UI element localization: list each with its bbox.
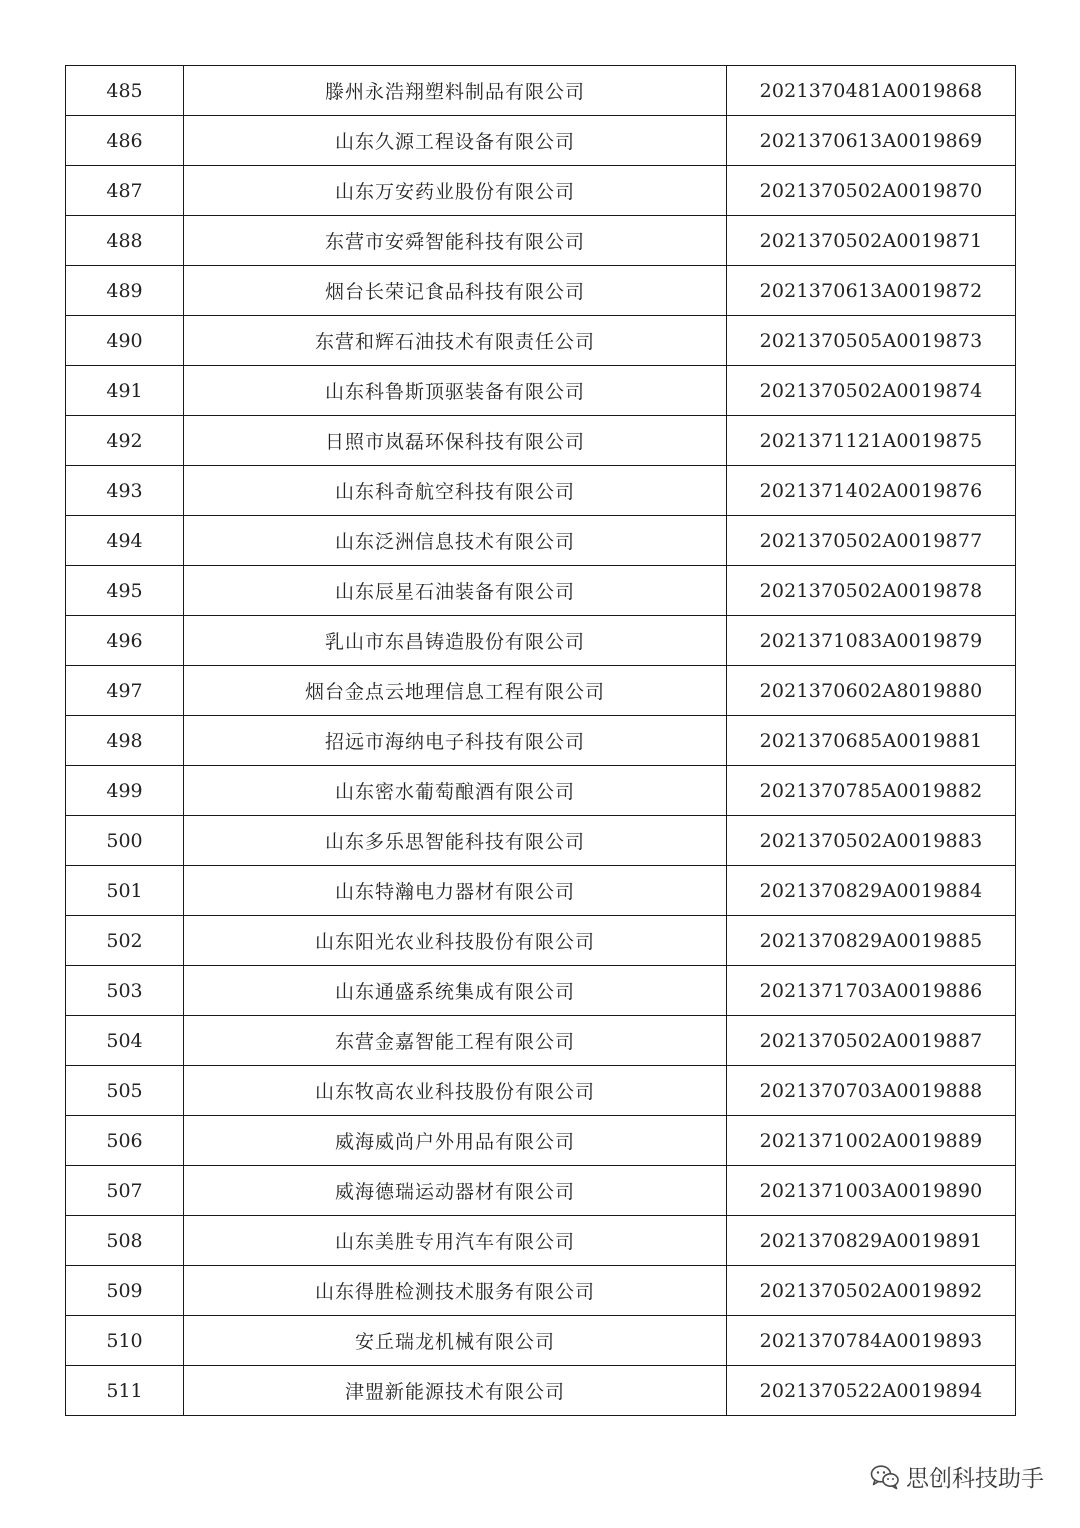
table-row [66, 1316, 1016, 1366]
registration-code: 2021370502A0019877 [727, 516, 1016, 566]
registration-code: 2021370685A0019881 [727, 716, 1016, 766]
company-name: 山东辰星石油装备有限公司 [184, 566, 727, 616]
registration-code: 2021370829A0019891 [727, 1216, 1016, 1266]
company-name: 山东万安药业股份有限公司 [184, 166, 727, 216]
table-row [66, 566, 1016, 616]
row-number: 492 [66, 416, 184, 466]
table-row [66, 466, 1016, 516]
registration-code: 2021370502A0019887 [727, 1016, 1016, 1066]
row-number: 497 [66, 666, 184, 716]
table-row [66, 316, 1016, 366]
table-row [66, 866, 1016, 916]
row-number: 508 [66, 1216, 184, 1266]
registration-code: 2021370613A0019872 [727, 266, 1016, 316]
row-number: 496 [66, 616, 184, 666]
table-row [66, 916, 1016, 966]
table-row [66, 366, 1016, 416]
row-number: 494 [66, 516, 184, 566]
row-number: 511 [66, 1366, 184, 1416]
row-number: 485 [66, 66, 184, 116]
company-name: 威海德瑞运动器材有限公司 [184, 1166, 727, 1216]
row-number: 502 [66, 916, 184, 966]
row-number: 510 [66, 1316, 184, 1366]
enterprise-registry-table [65, 65, 1016, 1416]
company-name: 山东阳光农业科技股份有限公司 [184, 916, 727, 966]
company-name: 滕州永浩翔塑料制品有限公司 [184, 66, 727, 116]
company-name: 山东密水葡萄酿酒有限公司 [184, 766, 727, 816]
row-number: 505 [66, 1066, 184, 1116]
company-name: 烟台金点云地理信息工程有限公司 [184, 666, 727, 716]
table-row [66, 666, 1016, 716]
row-number: 500 [66, 816, 184, 866]
table-row [66, 1166, 1016, 1216]
row-number: 489 [66, 266, 184, 316]
registration-code: 2021370502A0019871 [727, 216, 1016, 266]
registration-code: 2021370505A0019873 [727, 316, 1016, 366]
company-name: 东营金嘉智能工程有限公司 [184, 1016, 727, 1066]
company-name: 山东多乐思智能科技有限公司 [184, 816, 727, 866]
table-row [66, 1016, 1016, 1066]
company-name: 山东通盛系统集成有限公司 [184, 966, 727, 1016]
registration-code: 2021370602A8019880 [727, 666, 1016, 716]
registration-code: 2021371703A0019886 [727, 966, 1016, 1016]
registration-code: 2021370502A0019878 [727, 566, 1016, 616]
company-name: 日照市岚磊环保科技有限公司 [184, 416, 727, 466]
table-row [66, 166, 1016, 216]
company-name: 津盟新能源技术有限公司 [184, 1366, 727, 1416]
registration-code: 2021370502A0019892 [727, 1266, 1016, 1316]
registration-code: 2021371003A0019890 [727, 1166, 1016, 1216]
row-number: 498 [66, 716, 184, 766]
company-name: 山东泛洲信息技术有限公司 [184, 516, 727, 566]
company-name: 山东科奇航空科技有限公司 [184, 466, 727, 516]
table-row [66, 116, 1016, 166]
company-name: 烟台长荣记食品科技有限公司 [184, 266, 727, 316]
row-number: 491 [66, 366, 184, 416]
registration-code: 2021371402A0019876 [727, 466, 1016, 516]
table-row [66, 516, 1016, 566]
table-row [66, 1116, 1016, 1166]
table-row [66, 416, 1016, 466]
company-name: 威海威尚户外用品有限公司 [184, 1116, 727, 1166]
row-number: 493 [66, 466, 184, 516]
table-row [66, 216, 1016, 266]
company-name: 山东美胜专用汽车有限公司 [184, 1216, 727, 1266]
registration-code: 2021370829A0019885 [727, 916, 1016, 966]
table-row [66, 816, 1016, 866]
company-name: 东营市安舜智能科技有限公司 [184, 216, 727, 266]
company-name: 山东牧高农业科技股份有限公司 [184, 1066, 727, 1116]
table-row [66, 1066, 1016, 1116]
table-row [66, 66, 1016, 116]
registration-code: 2021371121A0019875 [727, 416, 1016, 466]
watermark [870, 1460, 1044, 1493]
table-row [66, 616, 1016, 666]
table-row [66, 716, 1016, 766]
registration-code: 2021371002A0019889 [727, 1116, 1016, 1166]
row-number: 486 [66, 116, 184, 166]
registration-code: 2021370829A0019884 [727, 866, 1016, 916]
company-name: 山东科鲁斯顶驱装备有限公司 [184, 366, 727, 416]
row-number: 507 [66, 1166, 184, 1216]
registration-code: 2021370785A0019882 [727, 766, 1016, 816]
table-row [66, 766, 1016, 816]
table-row [66, 966, 1016, 1016]
row-number: 509 [66, 1266, 184, 1316]
registration-code: 2021370784A0019893 [727, 1316, 1016, 1366]
company-name: 山东得胜检测技术服务有限公司 [184, 1266, 727, 1316]
wechat-icon [870, 1464, 900, 1490]
table-body [66, 66, 1016, 1416]
row-number: 490 [66, 316, 184, 366]
row-number: 503 [66, 966, 184, 1016]
row-number: 488 [66, 216, 184, 266]
registration-code: 2021370481A0019868 [727, 66, 1016, 116]
watermark-label: 思创科技助手 [906, 1466, 1044, 1492]
table-row [66, 266, 1016, 316]
registration-code: 2021370613A0019869 [727, 116, 1016, 166]
registration-code: 2021370502A0019870 [727, 166, 1016, 216]
row-number: 499 [66, 766, 184, 816]
row-number: 504 [66, 1016, 184, 1066]
company-name: 东营和辉石油技术有限责任公司 [184, 316, 727, 366]
registration-code: 2021370502A0019883 [727, 816, 1016, 866]
row-number: 501 [66, 866, 184, 916]
company-name: 乳山市东昌铸造股份有限公司 [184, 616, 727, 666]
registration-code: 2021370502A0019874 [727, 366, 1016, 416]
table-row [66, 1266, 1016, 1316]
registration-code: 2021370522A0019894 [727, 1366, 1016, 1416]
row-number: 506 [66, 1116, 184, 1166]
company-name: 安丘瑞龙机械有限公司 [184, 1316, 727, 1366]
company-name: 山东久源工程设备有限公司 [184, 116, 727, 166]
company-name: 山东特瀚电力器材有限公司 [184, 866, 727, 916]
row-number: 495 [66, 566, 184, 616]
table-row [66, 1366, 1016, 1416]
table-row [66, 1216, 1016, 1266]
registration-code: 2021371083A0019879 [727, 616, 1016, 666]
row-number: 487 [66, 166, 184, 216]
registration-code: 2021370703A0019888 [727, 1066, 1016, 1116]
company-name: 招远市海纳电子科技有限公司 [184, 716, 727, 766]
